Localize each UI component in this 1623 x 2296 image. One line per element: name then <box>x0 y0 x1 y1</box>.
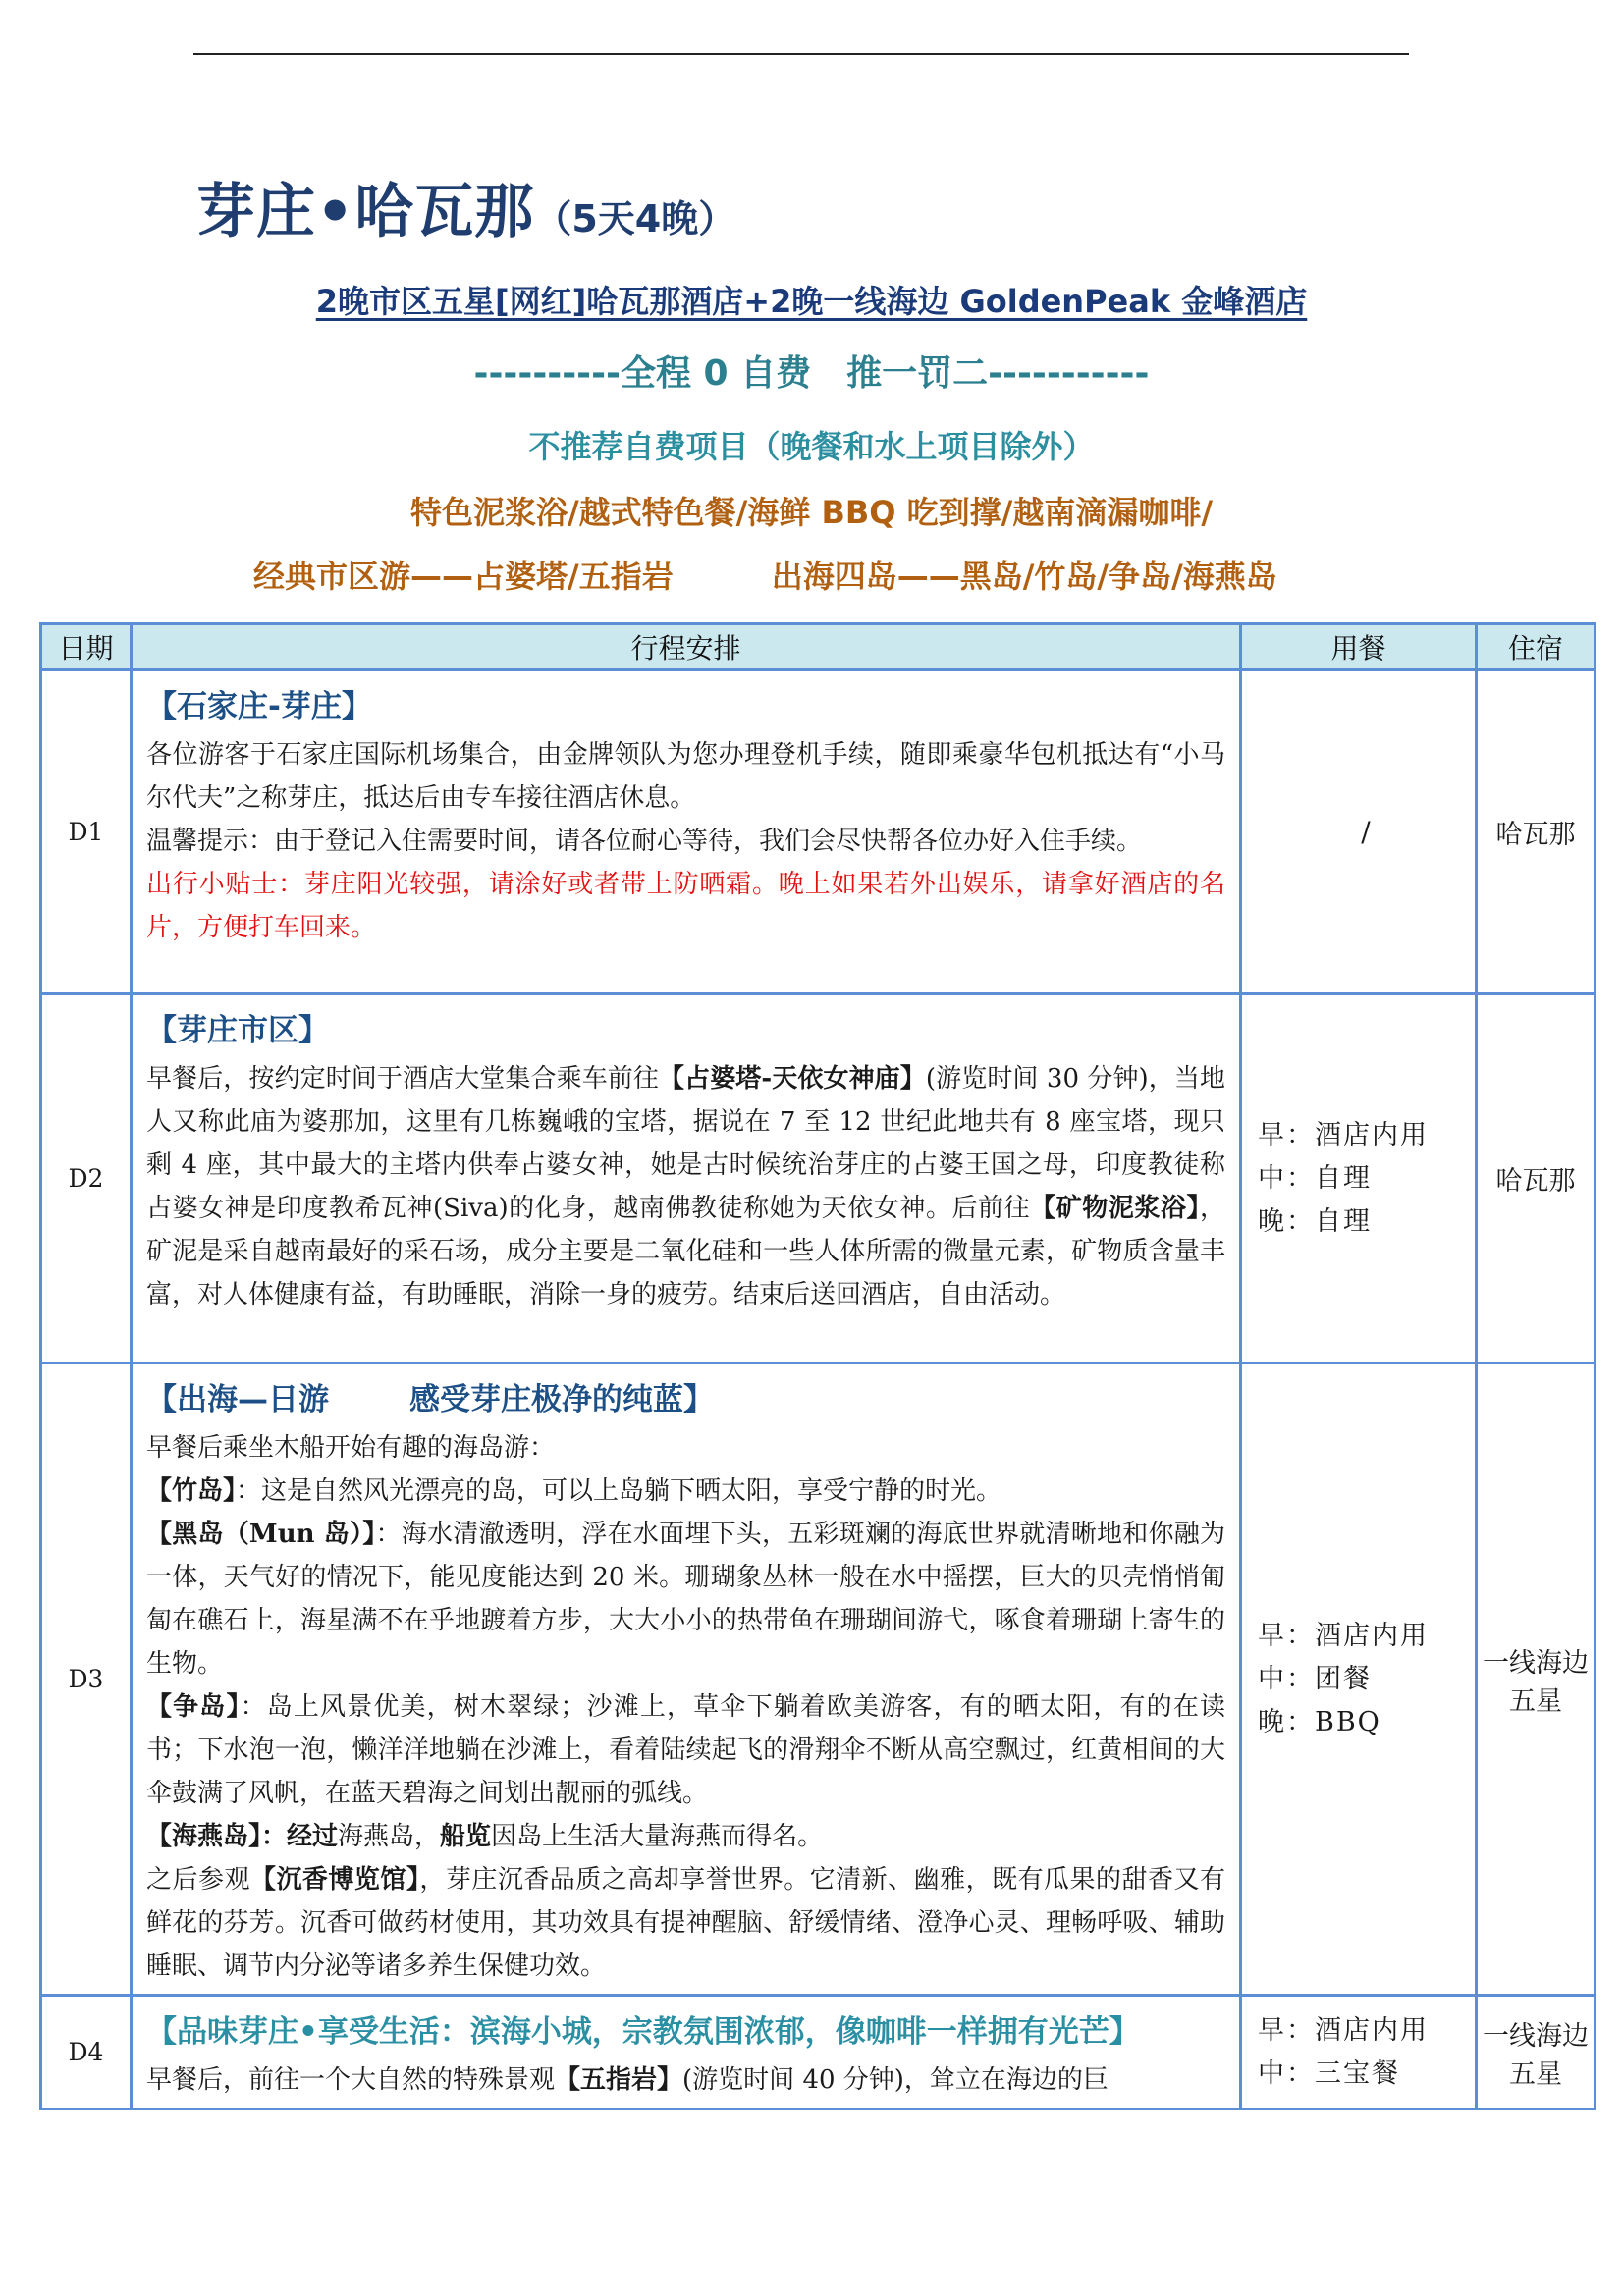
title-duration: （5天4晚） <box>534 197 736 240</box>
table-header-row <box>41 624 1596 670</box>
header-day: 日期 <box>41 624 132 670</box>
meal-lunch: 中：自理 <box>1258 1162 1372 1194</box>
plan-text: 早餐后，按约定时间于酒店大堂集合乘车前往【占婆塔-天依女神庙】(游览时间 30 分钟)，当地人又称此庙为婆那加，这里有几栋巍峨的宝塔，据说在 7 至 12 世纪此地共有 8 座宝塔，现只剩 4 座，其中最大的主塔内供奉占婆女神，她是古时候统治芽庄的占婆王国之母，印度教徒称占婆女神是印度教希瓦神(Siva)的化身，越南佛教徒称她为天依女神。后前往【矿物泥浆浴】，矿泥是采自越南最好的采石场，成分主要是二氧化硅和一些人体所需的微量元素，矿物质含量丰富，对人体健康有益，有助睡眠，消除一身的疲劳。结束后送回酒店，自由活动。 <box>146 1064 1225 1309</box>
day-title: 【品味芽庄•享受生活：滨海小城，宗教氛围浓郁，像咖啡一样拥有光芒】 <box>146 2014 1140 2050</box>
meal-breakfast: 早：酒店内用 <box>1258 2014 1429 2046</box>
day-plan <box>132 994 1241 1363</box>
island-bamboo: 【竹岛】：这是自然风光漂亮的岛，可以上岛躺下晒太阳，享受宁静的时光。 <box>146 1476 1002 1506</box>
table-row <box>41 1363 1596 1996</box>
plan-text: 各位游客于石家庄国际机场集合，由金牌领队为您办理登机手续，随即乘豪华包机抵达有“小马尔代夫”之称芽庄，抵达后由专车接往酒店休息。 <box>146 740 1225 813</box>
plan-text: 早餐后，前往一个大自然的特殊景观【五指岩】(游览时间 40 分钟)，耸立在海边的巨 <box>146 2065 1109 2095</box>
day-title: 【出海—日游 感受芽庄极净的纯蓝】 <box>146 1382 714 1417</box>
meals <box>1241 994 1477 1363</box>
top-rule <box>193 53 1409 55</box>
island-black: 【黑岛（Mun 岛）】：海水清澈透明，浮在水面埋下头，五彩斑斓的海底世界就清晰地和你融为一体，天气好的情况下，能见度能达到 20 米。珊瑚象丛林一般在水中摇摆，巨大的贝壳悄悄匍匐在礁石上，海星满不在乎地踱着方步，大大小小的热带鱼在珊瑚间游弋，啄食着珊瑚上寄生的生物。 <box>146 1520 1225 1679</box>
meals <box>1241 1363 1477 1996</box>
hotel: 一线海边五星 <box>1477 1996 1596 2109</box>
header-hotel: 住宿 <box>1477 624 1596 670</box>
tip-text: 温馨提示：由于登记入住需要时间，请各位耐心等待，我们会尽快帮各位办好入住手续。 <box>146 827 1143 856</box>
island-swallow: 【海燕岛】：经过海燕岛，船览因岛上生活大量海燕而得名。 <box>146 1822 824 1851</box>
promise-line: ----------全程 0 自费 推一罚二----------- <box>473 353 1150 394</box>
travel-tip: 出行小贴士：芽庄阳光较强，请涂好或者带上防晒霜。晚上如果若外出娱乐，请拿好酒店的名片，方便打车回来。 <box>146 870 1225 942</box>
meal-dinner: 晚：BBQ <box>1258 1706 1381 1737</box>
agarwood-museum: 之后参观【沉香博览馆】，芽庄沉香品质之高却享誉世界。它清新、幽雅，既有瓜果的甜香又有鲜花的芬芳。沉香可做药材使用，其功效具有提神醒脑、舒缓情绪、澄净心灵、理畅呼吸、辅助睡眠、调节内分泌等诸多养生保健功效。 <box>146 1865 1225 1981</box>
table-row <box>41 1996 1596 2109</box>
header-plan: 行程安排 <box>132 624 1241 670</box>
meal-lunch: 中：团餐 <box>1258 1663 1372 1694</box>
day-plan <box>132 1996 1241 2109</box>
day-label: D3 <box>41 1363 132 1996</box>
day-plan <box>132 1363 1241 1996</box>
sight-champa-tower: 【占婆塔-天依女神庙】 <box>659 1064 926 1094</box>
meal-breakfast: 早：酒店内用 <box>1258 1620 1429 1651</box>
meal-breakfast: 早：酒店内用 <box>1258 1119 1429 1150</box>
plan-intro: 早餐后乘坐木船开始有趣的海岛游： <box>146 1433 556 1463</box>
day-title: 【石家庄-芽庄】 <box>146 689 372 724</box>
hotel: 一线海边五星 <box>1477 1363 1596 1996</box>
tour-highlights <box>253 552 1277 597</box>
day-title: 【芽庄市区】 <box>146 1013 329 1048</box>
meal-lunch: 中：三宝餐 <box>1258 2057 1400 2089</box>
features-line: 特色泥浆浴/越式特色餐/海鲜 BBQ 吃到撑/越南滴漏咖啡/ <box>409 494 1214 531</box>
tour-city: 经典市区游——占婆塔/五指岩 <box>253 558 674 595</box>
header-meals: 用餐 <box>1241 624 1477 670</box>
itinerary-table <box>39 622 1596 2110</box>
meals: / <box>1241 670 1477 994</box>
sight-mud-bath: 【矿物泥浆浴】 <box>1030 1194 1200 1223</box>
tour-sea: 出海四岛——黑岛/竹岛/争岛/海燕岛 <box>771 558 1277 595</box>
table-row <box>41 670 1596 994</box>
sight-five-finger-rock: 【五指岩】 <box>555 2065 683 2095</box>
meal-dinner: 晚：自理 <box>1258 1205 1372 1237</box>
not-recommend-line: 不推荐自费项目（晚餐和水上项目除外） <box>528 428 1095 465</box>
hotel-summary: 2晚市区五星[网红]哈瓦那酒店+2晚一线海边 GoldenPeak 金峰酒店 <box>315 283 1308 320</box>
hotel: 哈瓦那 <box>1477 670 1596 994</box>
day-label: D1 <box>41 670 132 994</box>
island-zheng: 【争岛】：岛上风景优美，树木翠绿；沙滩上，草伞下躺着欧美游客，有的晒太阳，有的在读书；下水泡一泡，懒洋洋地躺在沙滩上，看着陆续起飞的滑翔伞不断从高空飘过，红黄相间的大伞鼓满了风帆，在蓝天碧海之间划出靓丽的弧线。 <box>146 1692 1225 1808</box>
day-label: D2 <box>41 994 132 1363</box>
table-row <box>41 994 1596 1363</box>
title-main: 芽庄•哈瓦那 <box>196 178 535 246</box>
day-label: D4 <box>41 1996 132 2109</box>
hotel: 哈瓦那 <box>1477 994 1596 1363</box>
day-plan <box>132 670 1241 994</box>
meals <box>1241 1996 1477 2109</box>
page-title <box>196 165 735 249</box>
